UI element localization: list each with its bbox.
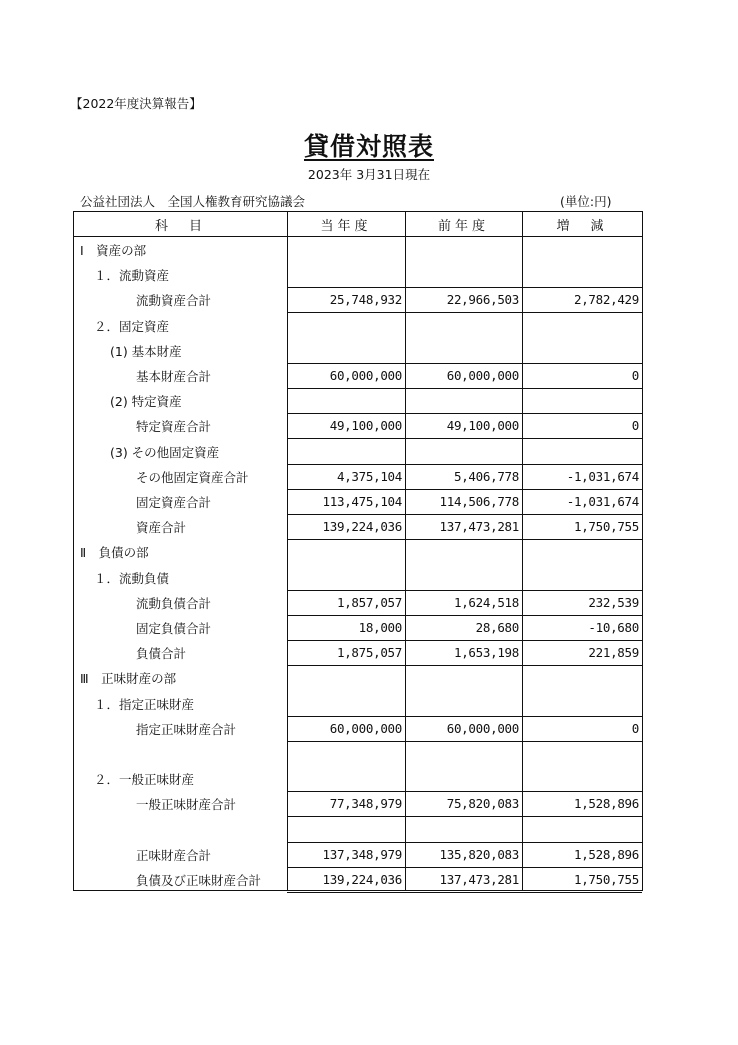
table-row xyxy=(74,867,642,892)
table-row xyxy=(74,615,642,640)
current-year-value: 1,857,057 xyxy=(336,594,402,610)
table-row xyxy=(74,413,642,438)
table-row xyxy=(74,817,642,842)
row-values xyxy=(287,363,642,389)
table-row xyxy=(74,766,642,791)
row-values xyxy=(287,287,642,313)
row-label: Ⅱ 負債の部 xyxy=(80,545,149,561)
change-value: 232,539 xyxy=(588,594,639,610)
table-row xyxy=(74,464,642,489)
previous-year-value: 1,653,198 xyxy=(453,645,519,661)
change-value: 1,528,896 xyxy=(573,846,639,862)
row-label: ２．一般正味財産 xyxy=(94,772,195,788)
row-label: (3) その他固定資産 xyxy=(110,444,220,460)
current-year-value: 49,100,000 xyxy=(329,418,402,434)
table-row xyxy=(74,691,642,716)
row-divider xyxy=(287,892,642,893)
row-label: Ⅰ 資産の部 xyxy=(80,243,147,258)
change-value: 0 xyxy=(631,720,639,736)
current-year-value: 25,748,932 xyxy=(329,292,402,308)
row-values xyxy=(287,590,642,616)
row-label: 基本財産合計 xyxy=(136,369,212,384)
current-year-value: 4,375,104 xyxy=(336,468,402,484)
change-value: 0 xyxy=(631,368,639,383)
table-row xyxy=(74,287,642,312)
change-value: 221,859 xyxy=(588,645,639,661)
row-label: 流動資産合計 xyxy=(136,293,212,309)
current-year-value: 1,875,057 xyxy=(336,645,402,661)
report-label: 【2022年度決算報告】 xyxy=(70,96,202,111)
table-row xyxy=(74,539,642,564)
change-value: -1,031,674 xyxy=(566,494,639,509)
row-values xyxy=(287,716,642,742)
change-value: 1,750,755 xyxy=(573,519,639,535)
table-header-row xyxy=(74,212,642,237)
previous-year-value: 137,473,281 xyxy=(439,872,519,887)
table-row xyxy=(74,489,642,514)
row-label: 正味財産合計 xyxy=(136,847,212,863)
row-values xyxy=(287,640,642,666)
row-label: Ⅲ 正味財産の部 xyxy=(80,671,177,687)
row-values xyxy=(287,867,642,893)
table-row xyxy=(74,665,642,690)
as-of-date: 2023年 3月31日現在 xyxy=(307,167,431,182)
row-values xyxy=(287,615,642,641)
row-values xyxy=(287,791,642,817)
row-label: １．流動資産 xyxy=(94,268,170,284)
document-title-text: 貸借対照表 xyxy=(303,132,434,161)
row-label: 流動負債合計 xyxy=(136,595,212,611)
row-label: １．指定正味財産 xyxy=(94,696,195,712)
row-label: １．流動負債 xyxy=(94,570,170,586)
unit-label: (単位:円) xyxy=(560,194,612,209)
change-value: 0 xyxy=(631,418,639,434)
table-row xyxy=(74,842,642,867)
current-year-value: 18,000 xyxy=(358,620,402,635)
table-row xyxy=(74,388,642,413)
previous-year-value: 137,473,281 xyxy=(439,519,519,535)
change-value: 2,782,429 xyxy=(573,292,639,308)
current-year-value: 139,224,036 xyxy=(322,872,402,887)
column-header-previous-year: 前年度 xyxy=(437,219,489,234)
current-year-value: 77,348,979 xyxy=(329,796,402,812)
table-row xyxy=(74,262,642,287)
previous-year-value: 114,506,778 xyxy=(439,494,519,509)
balance-sheet-table xyxy=(73,211,643,891)
document-title xyxy=(0,127,738,163)
row-label: ２．固定資産 xyxy=(94,318,170,334)
previous-year-value: 1,624,518 xyxy=(453,594,519,610)
row-label: 負債及び正味財産合計 xyxy=(136,873,262,888)
previous-year-value: 49,100,000 xyxy=(446,418,519,434)
table-row xyxy=(74,514,642,539)
row-values xyxy=(287,489,642,515)
table-row xyxy=(74,363,642,388)
current-year-value: 139,224,036 xyxy=(322,519,402,535)
table-row xyxy=(74,741,642,766)
previous-year-value: 60,000,000 xyxy=(446,720,519,736)
row-label: 特定資産合計 xyxy=(136,419,212,435)
row-label: (2) 特定資産 xyxy=(110,394,182,410)
table-row xyxy=(74,716,642,741)
row-label: その他固定資産合計 xyxy=(136,469,249,485)
table-row xyxy=(74,640,642,665)
change-value: -10,680 xyxy=(588,620,639,635)
row-label: 負債合計 xyxy=(136,646,187,662)
row-label: 一般正味財産合計 xyxy=(136,797,237,813)
change-value: 1,528,896 xyxy=(573,796,639,812)
column-header-account: 科 目 xyxy=(154,219,206,234)
previous-year-value: 5,406,778 xyxy=(453,468,519,484)
organization-name: 公益社団法人 全国人権教育研究協議会 xyxy=(80,194,306,209)
row-label: 固定負債合計 xyxy=(136,621,212,636)
current-year-value: 137,348,979 xyxy=(322,846,402,862)
row-label: 資産合計 xyxy=(136,520,187,536)
change-value: -1,031,674 xyxy=(566,468,639,484)
column-header-current-year: 当年度 xyxy=(320,219,372,234)
previous-year-value: 28,680 xyxy=(475,620,519,635)
table-row xyxy=(74,590,642,615)
column-header-change: 増 減 xyxy=(556,219,608,234)
table-row xyxy=(74,237,642,262)
current-year-value: 60,000,000 xyxy=(329,720,402,736)
previous-year-value: 75,820,083 xyxy=(446,796,519,812)
current-year-value: 60,000,000 xyxy=(329,368,402,383)
change-value: 1,750,755 xyxy=(573,872,639,887)
row-label: 指定正味財産合計 xyxy=(136,721,237,737)
previous-year-value: 135,820,083 xyxy=(439,846,519,862)
current-year-value: 113,475,104 xyxy=(322,494,402,509)
table-row xyxy=(74,565,642,590)
table-row xyxy=(74,338,642,363)
row-values xyxy=(287,514,642,540)
row-label: 固定資産合計 xyxy=(136,495,212,510)
row-values xyxy=(287,842,642,868)
row-values xyxy=(287,464,642,490)
table-row xyxy=(74,791,642,816)
table-row xyxy=(74,313,642,338)
row-values xyxy=(287,413,642,439)
previous-year-value: 22,966,503 xyxy=(446,292,519,308)
row-label: (1) 基本財産 xyxy=(110,343,182,359)
table-row xyxy=(74,439,642,464)
previous-year-value: 60,000,000 xyxy=(446,368,519,383)
